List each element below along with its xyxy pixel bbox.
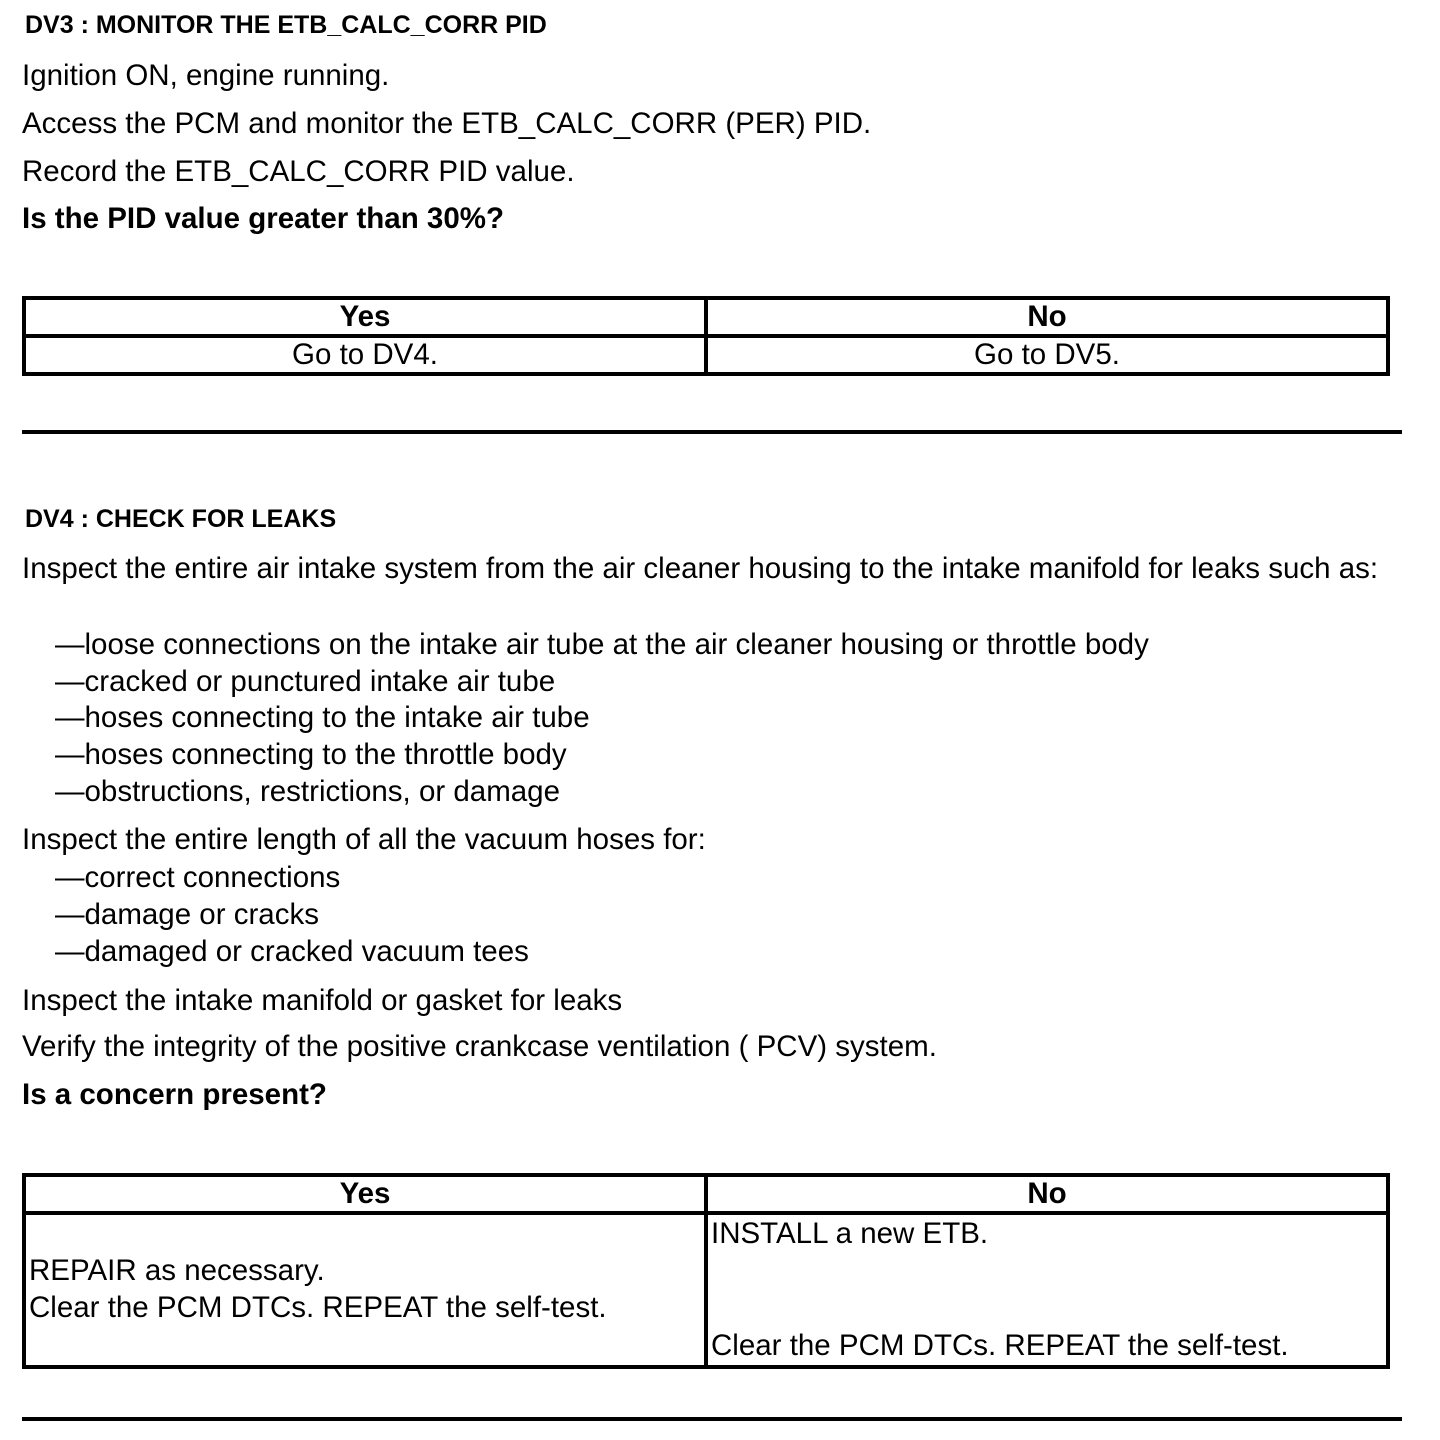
dv4-yes-action-repair: REPAIR as necessary. [29, 1254, 325, 1287]
dv4-intake-item: —obstructions, restrictions, or damage [55, 775, 560, 808]
dv4-vacuum-item: —damaged or cracked vacuum tees [55, 935, 529, 968]
dv4-no-action-clear: Clear the PCM DTCs. REPEAT the self-test. [711, 1329, 1289, 1362]
dv3-title: DV3 : MONITOR THE ETB_CALC_CORR PID [25, 11, 547, 39]
dv3-decision-table [22, 296, 1390, 376]
section-divider [22, 430, 1402, 434]
dv4-intake-item: —loose connections on the intake air tube at the air cleaner housing or throttle body [55, 628, 1149, 661]
dv3-step-ignition: Ignition ON, engine running. [22, 59, 390, 92]
dv4-pcv-check: Verify the integrity of the positive crankcase ventilation ( PCV) system. [22, 1030, 937, 1063]
dv4-intake-item: —cracked or punctured intake air tube [55, 665, 556, 698]
dv4-intake-item: —hoses connecting to the intake air tube [55, 701, 590, 734]
dv3-question: Is the PID value greater than 30%? [22, 202, 504, 235]
dv4-manifold-check: Inspect the intake manifold or gasket for leaks [22, 984, 623, 1017]
dv4-yes-header: Yes [24, 1175, 706, 1213]
dv4-yes-action-clear: Clear the PCM DTCs. REPEAT the self-test. [29, 1291, 607, 1324]
dv4-no-action-install: INSTALL a new ETB. [711, 1217, 989, 1250]
dv4-yes-action-cell [24, 1213, 706, 1367]
dv4-decision-table [22, 1173, 1390, 1369]
dv4-no-action-cell [706, 1213, 1388, 1367]
dv4-intro: Inspect the entire air intake system from the air cleaner housing to the intake manifold for leaks such as: [22, 552, 1379, 585]
dv4-vacuum-item: —damage or cracks [55, 898, 319, 931]
dv3-no-header: No [706, 298, 1388, 336]
dv4-title: DV4 : CHECK FOR LEAKS [25, 505, 337, 533]
dv3-step-record: Record the ETB_CALC_CORR PID value. [22, 155, 575, 188]
dv3-yes-header: Yes [24, 298, 706, 336]
dv4-no-header: No [706, 1175, 1388, 1213]
dv3-step-access: Access the PCM and monitor the ETB_CALC_CORR (PER) PID. [22, 107, 872, 140]
dv4-intake-item: —hoses connecting to the throttle body [55, 738, 567, 771]
dv3-no-action: Go to DV5. [706, 336, 1388, 374]
dv4-vacuum-intro: Inspect the entire length of all the vacuum hoses for: [22, 823, 706, 856]
dv4-question: Is a concern present? [22, 1078, 327, 1111]
dv3-yes-action: Go to DV4. [24, 336, 706, 374]
section-divider [22, 1417, 1402, 1421]
dv4-vacuum-item: —correct connections [55, 861, 341, 894]
